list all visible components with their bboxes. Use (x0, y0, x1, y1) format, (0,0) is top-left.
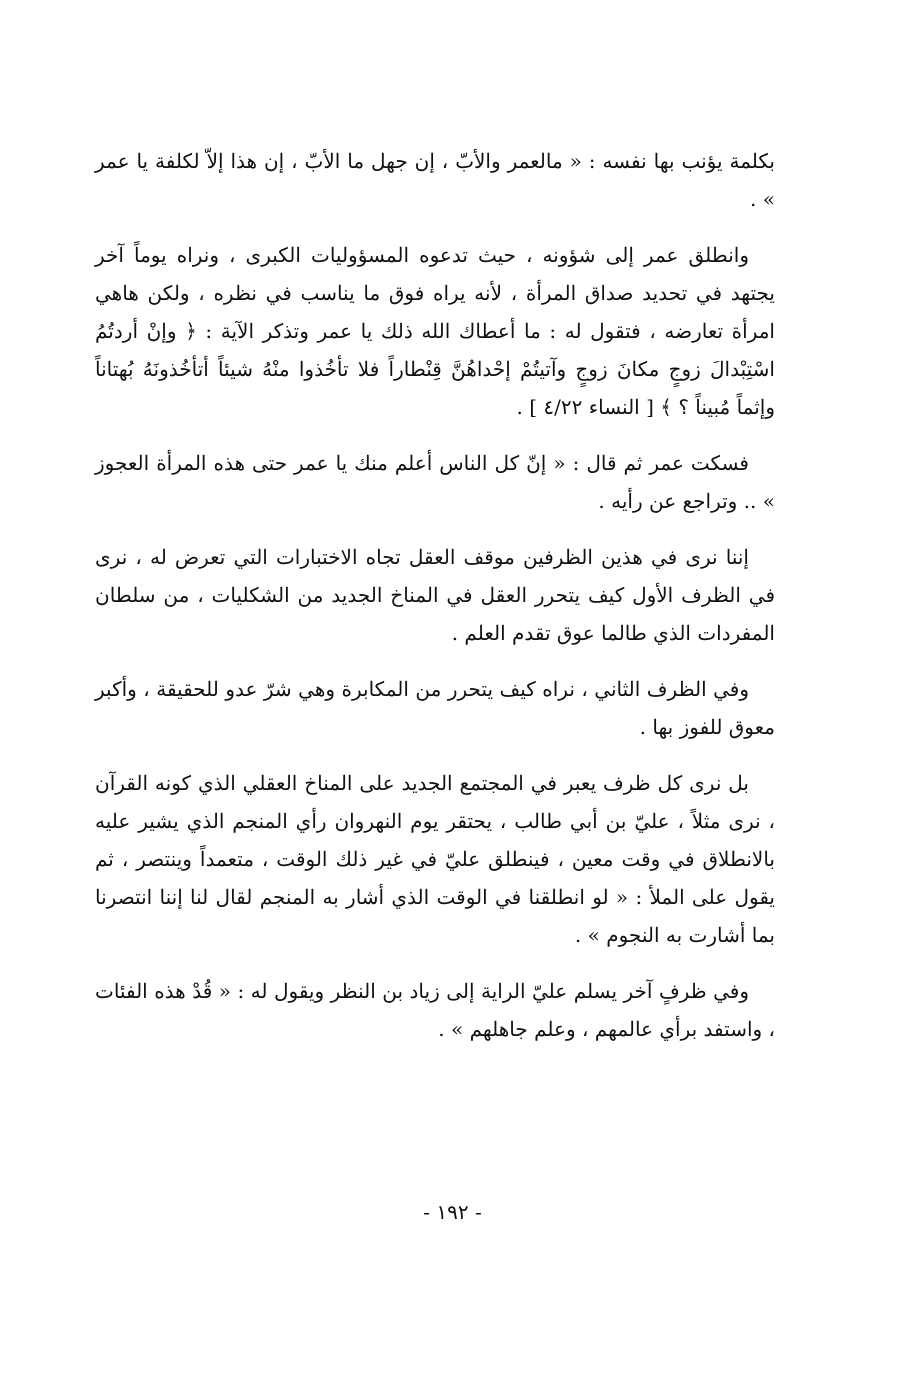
paragraph: فسكت عمر ثم قال : « إنّ كل الناس أعلم منك يا عمر حتى هذه المرأة العجوز » .. وتراجع عن رأيه . (95, 451, 775, 513)
paragraph: وفي الظرف الثاني ، نراه كيف يتحرر من المكابرة وهي شرّ عدو للحقيقة ، وأكبر معوق للفوز بها . (95, 677, 775, 739)
paragraph: بل نرى كل ظرف يعبر في المجتمع الجديد على المناخ العقلي الذي كونه القرآن ، نرى مثلاً ، عليّ بن أبي طالب ، يحتقر يوم النهروان رأي المنجم الذي يشير عليه بالانطلاق في وقت معين ، فينطلق عليّ في غير ذلك الوقت ، متعمداً وينتصر ، ثم يقول على الملأ : « لو انطلقنا في الوقت الذي أشار به المنجم لقال لنا إننا انتصرنا بما أشارت به النجوم » . (95, 771, 775, 947)
page-number: - ١٩٢ - (423, 1200, 482, 1224)
paragraph: وفي ظرفٍ آخر يسلم عليّ الراية إلى زياد بن النظر ويقول له : « قُدْ هذه الفئات ، واستفد برأي عالمهم ، وعلم جاهلهم » . (95, 979, 775, 1041)
paragraph: بكلمة يؤنب بها نفسه : « مالعمر والأبّ ، إن جهل ما الأبّ ، إن هذا إلاّ لكلفة يا عمر » . (95, 149, 775, 211)
paragraph: وانطلق عمر إلى شؤونه ، حيث تدعوه المسؤوليات الكبرى ، ونراه يوماً آخر يجتهد في تحديد صداق المرأة ، لأنه يراه فوق ما يناسب في نظره ، ولكن هاهي امرأة تعارضه ، فتقول له : ما أعطاك الله ذلك يا عمر وتذكر الآية : ﴿ وإنْ أردتُمُ اسْتِبْدالَ زوجٍ مكانَ زوجٍ وآتيتُمْ إحْداهُنَّ قِنْطاراً فلا تأخُذوا منْهُ شيئاً أتأخُذونَهُ بُهتاناً وإثماً مُبيناً ؟ ﴾ [ النساء ٤/٢٢ ] . (95, 243, 775, 419)
paragraph: إننا نرى في هذين الظرفين موقف العقل تجاه الاختبارات التي تعرض له ، نرى في الظرف الأول كيف يتحرر العقل في المناخ الجديد من الشكليات ، من سلطان المفردات الذي طالما عوق تقدم العلم . (95, 545, 775, 645)
body-text (95, 142, 775, 1066)
